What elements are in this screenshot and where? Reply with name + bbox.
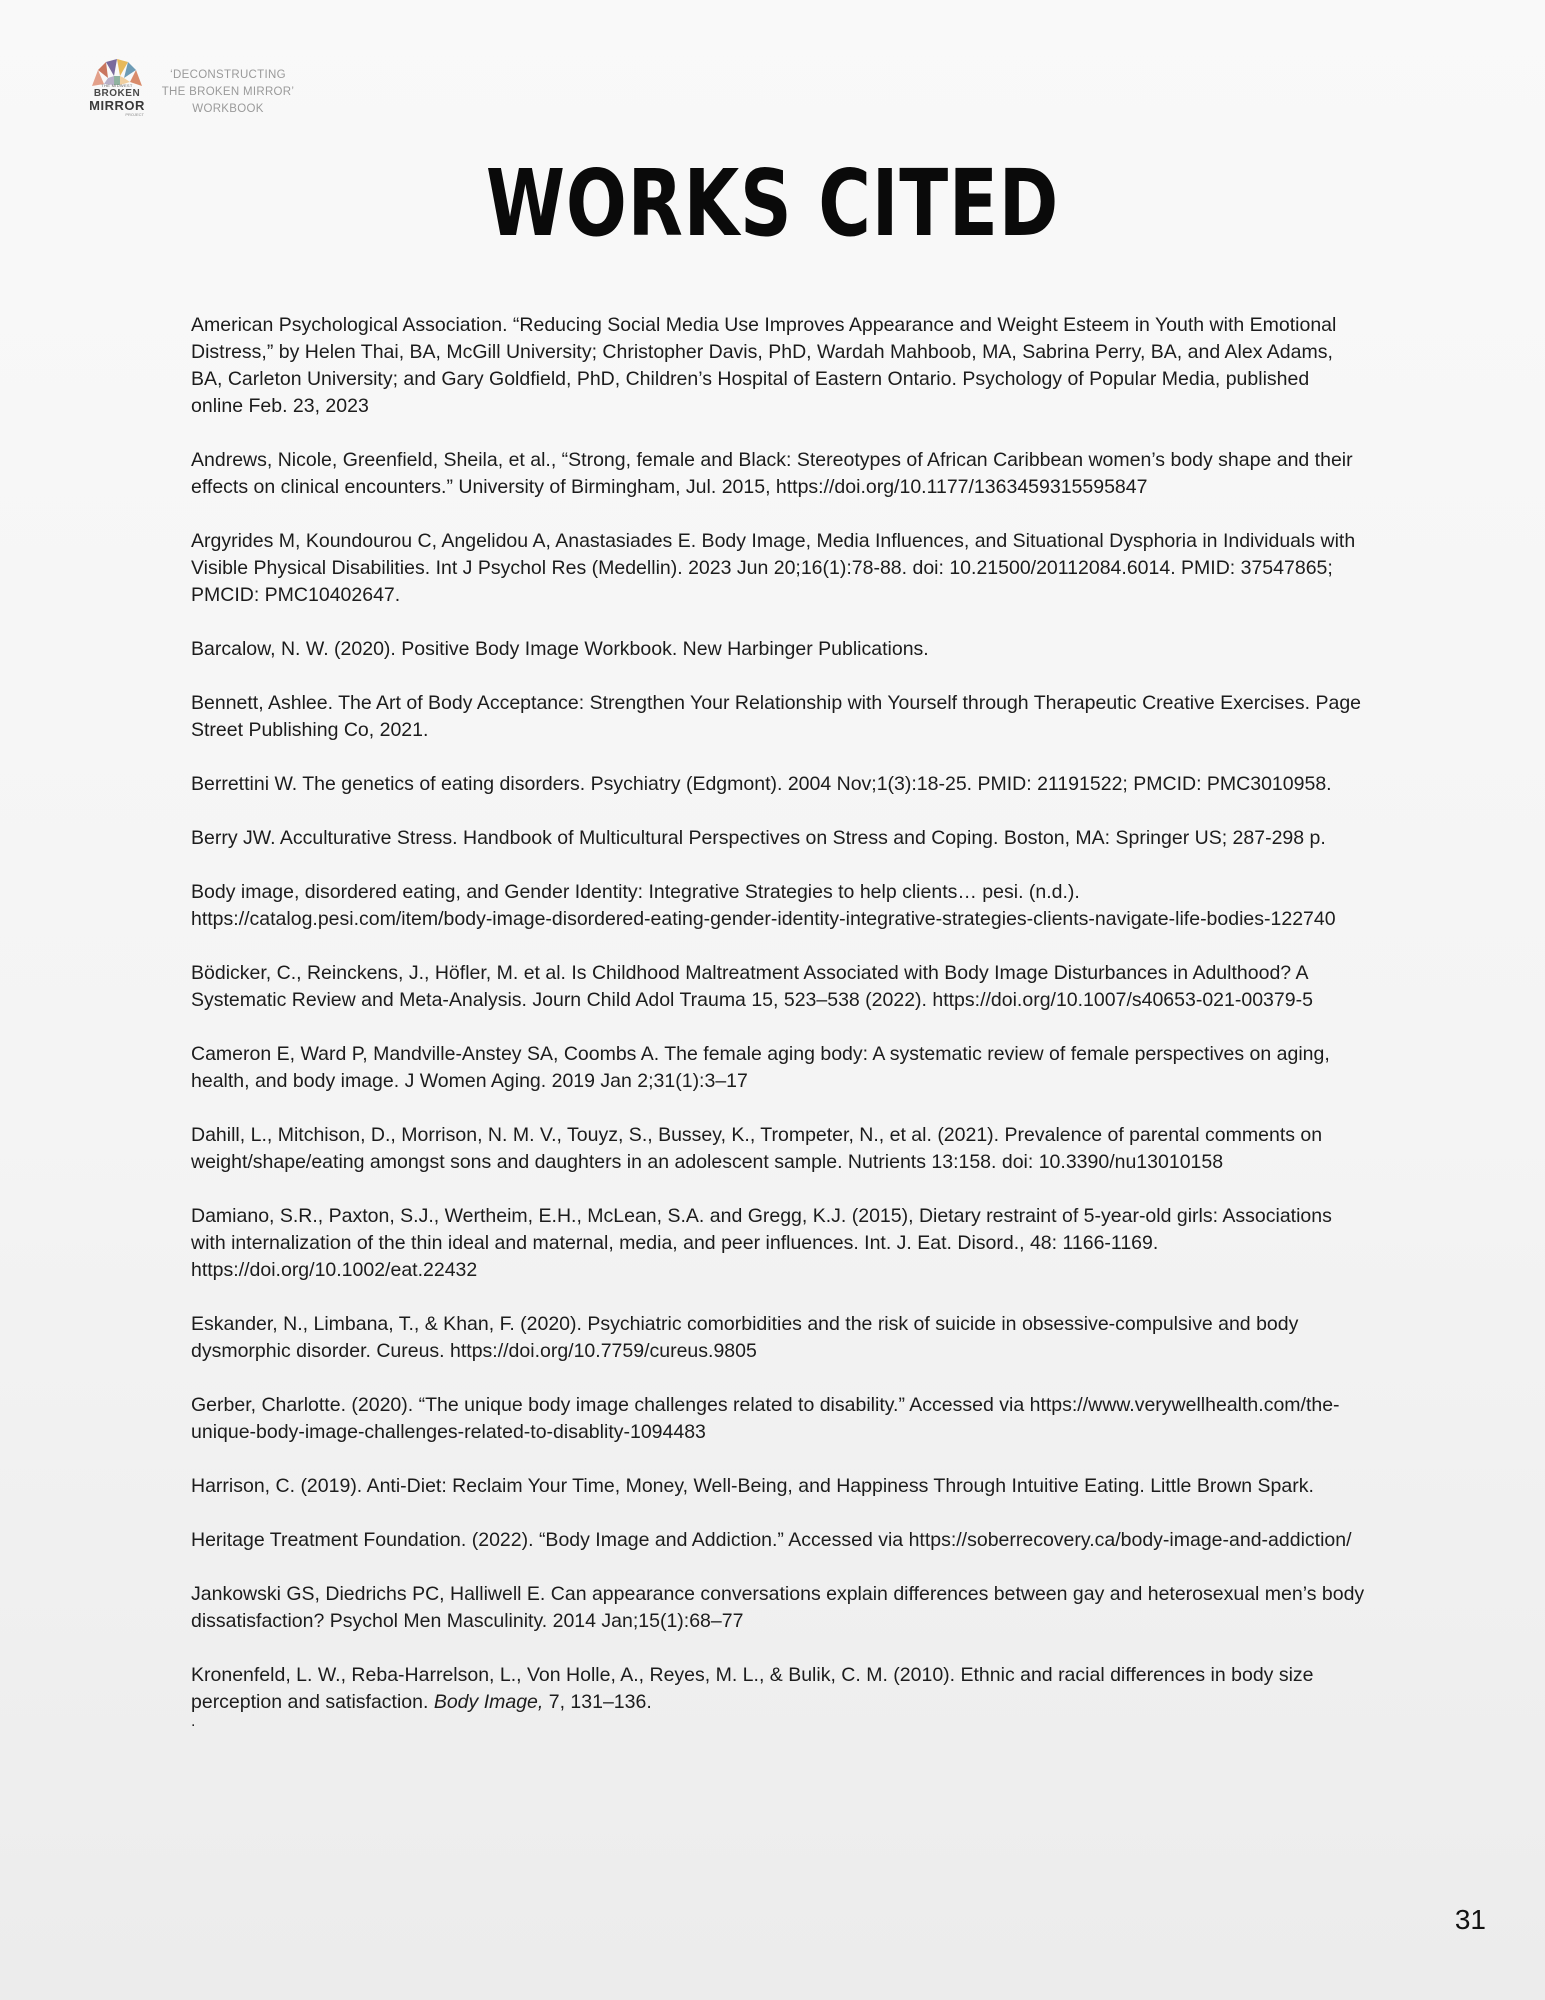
citation-entry-last bbox=[191, 1662, 1366, 1716]
workbook-line: WORKBOOK bbox=[192, 103, 264, 115]
citation-entry: Berrettini W. The genetics of eating disorders. Psychiatry (Edgmont). 2004 Nov;1(3):18-25. PMID: 21191522; PMCID: PMC3010958. bbox=[191, 773, 1332, 795]
logo-wordmark bbox=[84, 84, 150, 117]
citation-text: 7, 131–136. bbox=[543, 1691, 652, 1713]
logo-small-top: THE MIDWEST bbox=[101, 83, 133, 88]
works-cited-list bbox=[191, 312, 1366, 1730]
citation-entry: Argyrides M, Koundourou C, Angelidou A, Anastasiades E. Body Image, Media Influences, and Situational Dysphoria in Individuals with Visible Physical Disabilities. Int J Psychol Res (Medellin). 2023 Jun 20;16(1):78-88. doi: 10.21500/20112084.6014. PMID: 37547865; PMCID: PMC10402647. bbox=[191, 530, 1356, 606]
citation-entry: Damiano, S.R., Paxton, S.J., Wertheim, E.H., McLean, S.A. and Gregg, K.J. (2015), Dietary restraint of 5-year-old girls: Associations with internalization of the thin ideal and maternal, media, and peer influences. Int. J. Eat. Disord., 48: 1166-1169. https://doi.org/10.1002/eat.22432 bbox=[191, 1205, 1332, 1281]
citation-entry: Heritage Treatment Foundation. (2022). “Body Image and Addiction.” Accessed via https://soberrecovery.ca/body-image-and-addiction/ bbox=[191, 1529, 1352, 1551]
citation-entry: Gerber, Charlotte. (2020). “The unique body image challenges related to disability.” Accessed via https://www.verywellhealth.com/the-unique-body-image-challenges-related-to-disablity-1094483 bbox=[191, 1394, 1340, 1443]
workbook-line: ‘DECONSTRUCTING bbox=[170, 69, 286, 81]
citation-entry: American Psychological Association. “Reducing Social Media Use Improves Appearance and Weight Esteem in Youth with Emotional Distress,” by Helen Thai, BA, McGill University; Christopher Davis, PhD, Wardah Mahboob, MA, Sabrina Perry, BA, and Alex Adams, BA, Carleton University; and Gary Goldfield, PhD, Children’s Hospital of Eastern Ontario. Psychology of Popular Media, published online Feb. 23, 2023 bbox=[191, 314, 1337, 417]
logo-line-broken: BROKEN bbox=[93, 88, 141, 99]
citation-entry: Dahill, L., Mitchison, D., Morrison, N. M. V., Touyz, S., Bussey, K., Trompeter, N., et al. (2021). Prevalence of parental comments on weight/shape/eating amongst sons and daughters in an adolescent sample. Nutrients 13:158. doi: 10.3390/nu13010158 bbox=[191, 1124, 1323, 1173]
logo-line-mirror: MIRROR bbox=[89, 98, 145, 113]
broken-mirror-logo bbox=[84, 58, 150, 126]
citation-entry: Body image, disordered eating, and Gender Identity: Integrative Strategies to help clients… pesi. (n.d.). https://catalog.pesi.com/item/body-image-disordered-eating-gender-identity-integrative-strategies-clients-navigate-life-bodies-122740 bbox=[191, 881, 1336, 930]
citation-entry: Harrison, C. (2019). Anti-Diet: Reclaim Your Time, Money, Well-Being, and Happiness Through Intuitive Eating. Little Brown Spark. bbox=[191, 1475, 1314, 1497]
page-header bbox=[84, 58, 298, 126]
workbook-label bbox=[158, 67, 298, 118]
citation-journal-italic: Body Image, bbox=[433, 1691, 544, 1713]
citation-entry: Eskander, N., Limbana, T., & Khan, F. (2020). Psychiatric comorbidities and the risk of suicide in obsessive-compulsive and body dysmorphic disorder. Cureus. https://doi.org/10.7759/cureus.9805 bbox=[191, 1313, 1299, 1362]
citation-entry: Andrews, Nicole, Greenfield, Sheila, et al., “Strong, female and Black: Stereotypes of African Caribbean women’s body shape and their effects on clinical encounters.” University of Birmingham, Jul. 2015, https://doi.org/10.1177/1363459315595847 bbox=[191, 449, 1353, 498]
citation-entry: Cameron E, Ward P, Mandville-Anstey SA, Coombs A. The female aging body: A systematic review of female perspectives on aging, health, and body image. J Women Aging. 2019 Jan 2;31(1):3–17 bbox=[191, 1043, 1330, 1092]
citation-entry: Jankowski GS, Diedrichs PC, Halliwell E. Can appearance conversations explain differences between gay and heterosexual men’s body dissatisfaction? Psychol Men Masculinity. 2014 Jan;15(1):68–77 bbox=[191, 1583, 1365, 1632]
citation-entry: Bennett, Ashlee. The Art of Body Acceptance: Strengthen Your Relationship with Yourself through Therapeutic Creative Exercises. Page Street Publishing Co, 2021. bbox=[191, 692, 1362, 741]
citation-text: Kronenfeld, L. W., Reba-Harrelson, L., Von Holle, A., Reyes, M. L., & Bulik, C. M. (2010). Ethnic and racial differences in body size perception and satisfaction. bbox=[191, 1664, 1314, 1713]
citation-entry: Berry JW. Acculturative Stress. Handbook of Multicultural Perspectives on Stress and Coping. Boston, MA: Springer US; 287-298 p. bbox=[191, 827, 1326, 849]
citation-entry: Barcalow, N. W. (2020). Positive Body Image Workbook. New Harbinger Publications. bbox=[191, 638, 929, 660]
workbook-line: THE BROKEN MIRROR’ bbox=[161, 86, 295, 98]
page-title: WORKS CITED bbox=[485, 150, 1060, 257]
page-number: 31 bbox=[1454, 1904, 1486, 1935]
trailing-dot: . bbox=[191, 1713, 196, 1730]
citation-entry: Bödicker, C., Reinckens, J., Höfler, M. et al. Is Childhood Maltreatment Associated with Body Image Disturbances in Adulthood? A Systematic Review and Meta-Analysis. Journ Child Adol Trauma 15, 523–538 (2022). https://doi.org/10.1007/s40653-021-00379-5 bbox=[191, 962, 1313, 1011]
logo-small-bottom: PROJECT bbox=[125, 112, 144, 117]
